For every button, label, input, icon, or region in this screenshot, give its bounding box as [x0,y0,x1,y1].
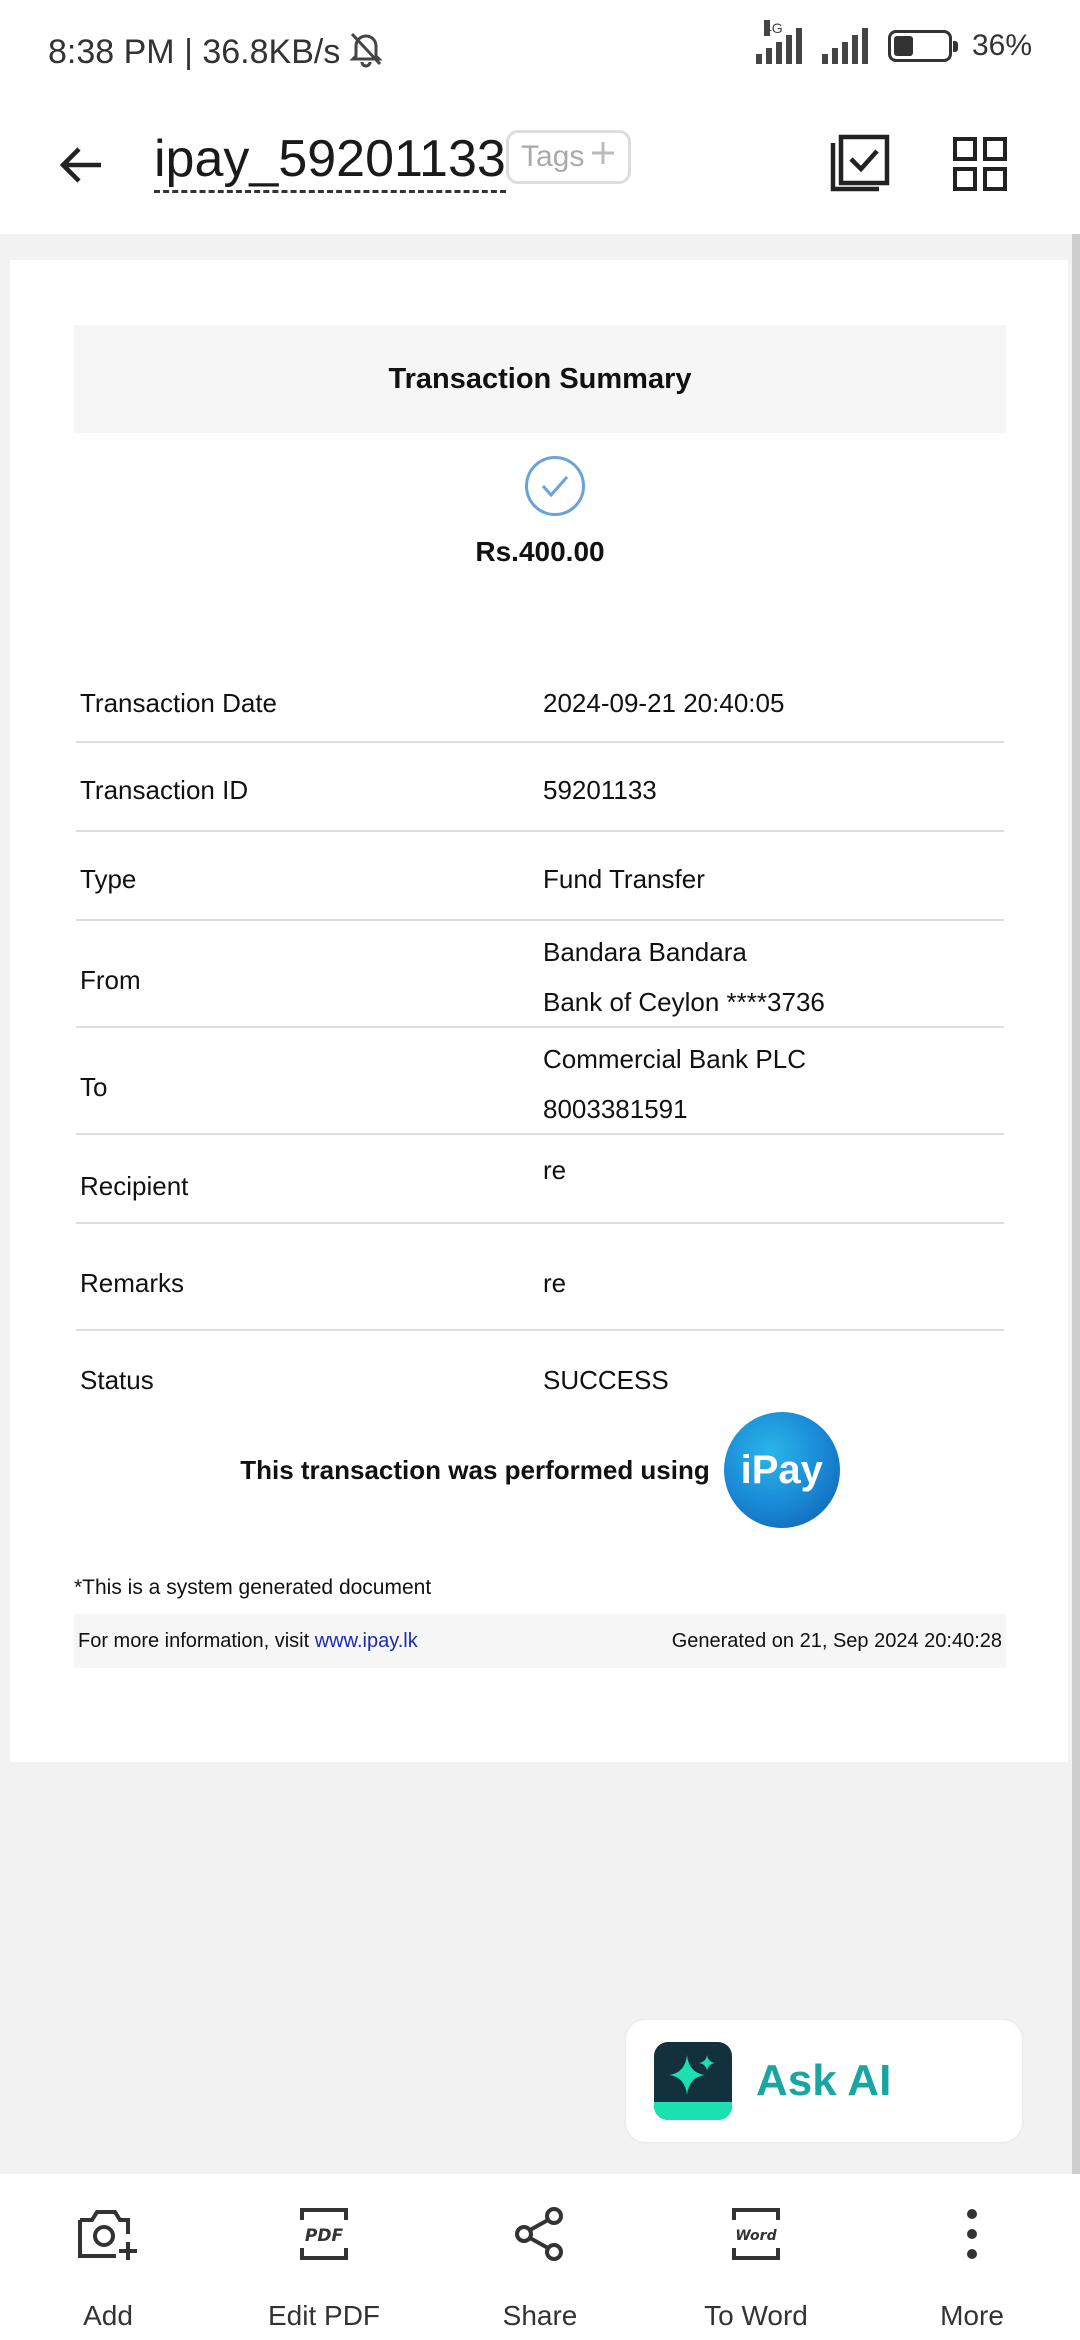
edit-pdf-button[interactable] [216,2174,432,2340]
document-title[interactable]: ipay_59201133 [154,128,506,193]
row-value: Bandara Bandara [543,937,747,967]
back-button[interactable] [46,130,116,200]
row-label: Status [80,1365,154,1395]
row-value-secondary: Bank of Ceylon ****3736 [543,987,825,1017]
mute-bell-icon [346,28,386,77]
edit-pdf-label: Edit PDF [267,2300,381,2331]
grid-view-button[interactable] [944,128,1016,200]
row-label: Transaction ID [80,775,249,805]
plus-icon [590,140,616,174]
sparkle-icon [654,2042,732,2120]
generated-on: Generated on 21, Sep 2024 20:40:28 [671,1629,1002,1652]
summary-header: Transaction Summary [74,325,1006,433]
ask-ai-button[interactable] [624,2018,1024,2144]
add-button[interactable] [0,2174,216,2340]
signal-4g-icon [756,20,802,64]
word-icon [724,2204,788,2264]
checkbox-multi-icon [829,133,891,195]
system-note: *This is a system generated document [74,1576,432,1599]
status-bar [0,0,1080,100]
svg-text:Word: Word [735,2228,777,2244]
ipay-logo-text: iPay [740,1447,823,1492]
row-recipient [76,1135,1004,1224]
select-pages-button[interactable] [824,128,896,200]
add-label: Add [83,2300,133,2331]
check-circle-icon [525,456,585,516]
row-value-secondary: 8003381591 [543,1094,688,1124]
tags-button[interactable] [506,130,631,184]
row-from [76,921,1004,1028]
row-value: Fund Transfer [543,864,705,894]
footer-info-text: For more information, visit [78,1629,310,1652]
row-type [76,832,1004,921]
row-value: SUCCESS [543,1365,669,1395]
footer-link[interactable]: www.ipay.lk [314,1629,418,1652]
svg-text:PDF: PDF [304,2226,344,2246]
bottom-toolbar [0,2174,1080,2340]
share-label: Share [502,2300,578,2331]
share-icon [508,2204,572,2264]
row-label: Transaction Date [80,688,278,718]
footer-info [78,1630,418,1653]
battery-percent: 36% [971,29,1032,62]
row-status [76,1331,1004,1421]
row-transaction-date [76,660,1004,743]
app-bar [0,100,1080,234]
status-right [756,20,1032,64]
ipay-logo [724,1412,840,1528]
battery-icon [888,30,952,62]
row-value: re [543,1268,567,1298]
transaction-details [76,660,1004,1421]
back-arrow-icon [57,141,105,189]
row-value: 59201133 [543,775,657,805]
performed-using-text: This transaction was performed using [240,1454,710,1485]
row-transaction-id [76,743,1004,832]
more-vertical-icon [940,2204,1004,2264]
receipt-footer [74,1614,1006,1668]
performed-using [0,1412,1080,1528]
grid-icon [952,136,1008,192]
pdf-icon [292,2204,356,2264]
status-time: 8:38 PM | 36.8KB/s [48,33,341,71]
row-label: Remarks [80,1268,185,1298]
tags-label: Tags [521,140,585,173]
more-button[interactable] [864,2174,1080,2340]
camera-add-icon [76,2204,140,2264]
row-to [76,1028,1004,1135]
row-value: 2024-09-21 20:40:05 [543,688,785,718]
ask-ai-label: Ask AI [756,2056,892,2105]
scrollbar[interactable] [1072,234,1080,2174]
to-word-button[interactable] [648,2174,864,2340]
row-value: re [543,1155,567,1185]
to-word-label: To Word [704,2300,808,2331]
transaction-amount: Rs.400.00 [475,536,605,567]
share-button[interactable] [432,2174,648,2340]
network-type: 4G [763,20,783,36]
row-label: From [80,965,141,995]
status-left [48,28,386,77]
row-value: Commercial Bank PLC [543,1044,806,1074]
row-remarks [76,1224,1004,1331]
row-label: Recipient [80,1171,189,1201]
more-label: More [940,2300,1004,2331]
battery-fill [894,36,913,56]
signal-icon [822,28,868,64]
row-label: To [80,1072,108,1102]
row-label: Type [80,864,137,894]
